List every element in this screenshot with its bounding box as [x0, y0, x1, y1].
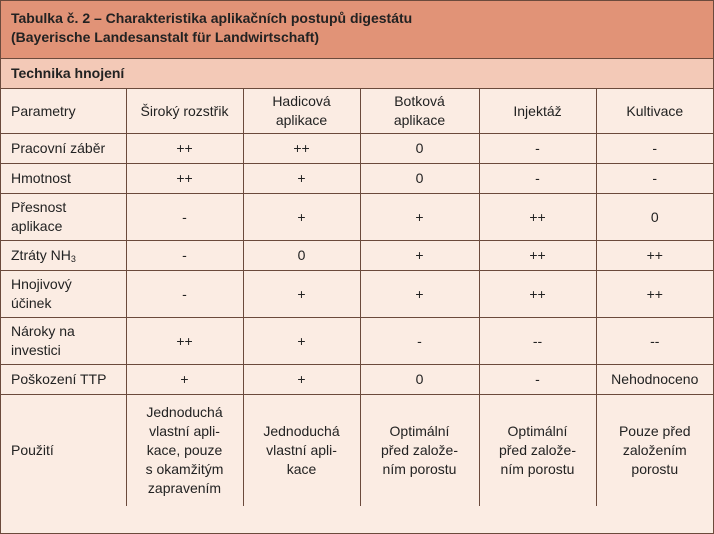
row-label: Přesnost aplikace: [1, 194, 126, 241]
table-cell: --: [479, 318, 596, 365]
table-row: [1, 365, 713, 395]
row-label: Ztráty $NH_3$: [1, 241, 126, 271]
table-cell: ++: [126, 318, 243, 365]
table-row: [1, 271, 713, 318]
table-cell: -: [479, 365, 596, 395]
digestate-application-table: [1, 59, 713, 506]
table-cell: +: [243, 164, 360, 194]
technique-header-row: [1, 59, 713, 89]
row-label: Hmotnost: [1, 164, 126, 194]
row-label: Použití: [1, 395, 126, 507]
table-cell: +: [126, 365, 243, 395]
table-cell: Pouze před založením porostu: [596, 395, 713, 507]
table-cell: -: [126, 241, 243, 271]
table-cell: 0: [243, 241, 360, 271]
table-cell: +: [243, 365, 360, 395]
table-cell: 0: [596, 194, 713, 241]
table-row: [1, 134, 713, 164]
table-title-line-1: Tabulka č. 2 – Charakteristika aplikačních postupů digestátu: [11, 10, 413, 26]
table-cell: Optimální před založe- ním porostu: [479, 395, 596, 507]
table-cell: ++: [479, 241, 596, 271]
row-label: Pracovní záběr: [1, 134, 126, 164]
table-cell: 0: [360, 164, 479, 194]
table-body: [1, 59, 713, 506]
table-row: [1, 241, 713, 271]
table-cell: +: [360, 241, 479, 271]
table-cell: -: [479, 134, 596, 164]
table-cell: Jednoduchá vlastní apli- kace, pouze s okamžitým zapravením: [126, 395, 243, 507]
table-title: [1, 1, 713, 59]
table-cell: Nehodnoceno: [596, 365, 713, 395]
table-cell: +: [360, 194, 479, 241]
table-cell: ++: [126, 164, 243, 194]
table-cell: -: [596, 164, 713, 194]
table-cell: Jednoduchá vlastní apli- kace: [243, 395, 360, 507]
table-cell: Optimální před založe- ním porostu: [360, 395, 479, 507]
table-cell: -: [479, 164, 596, 194]
table-cell: +: [243, 194, 360, 241]
table-cell: ++: [479, 194, 596, 241]
table-cell: ++: [596, 241, 713, 271]
table-cell: ++: [126, 134, 243, 164]
table-row: [1, 318, 713, 365]
row-label: Nároky na investici: [1, 318, 126, 365]
table-title-line-2: (Bayerische Landesanstalt für Landwirtschaft): [11, 29, 320, 45]
column-header-row: [1, 89, 713, 134]
table-cell: -: [360, 318, 479, 365]
column-header-wide-spread: Široký rozstřik: [126, 89, 243, 134]
technique-header: Technika hnojení: [1, 59, 713, 89]
table-cell: -: [126, 194, 243, 241]
table-cell: --: [596, 318, 713, 365]
table-cell: 0: [360, 134, 479, 164]
table-cell: 0: [360, 365, 479, 395]
table-cell: +: [360, 271, 479, 318]
column-header-cultivation: Kultivace: [596, 89, 713, 134]
table-cell: ++: [596, 271, 713, 318]
column-header-trailing-hose: Hadicová aplikace: [243, 89, 360, 134]
table-cell: ++: [243, 134, 360, 164]
table-row: [1, 395, 713, 507]
row-label: Hnojivový účinek: [1, 271, 126, 318]
table-row: [1, 164, 713, 194]
table-cell: ++: [479, 271, 596, 318]
table-cell: -: [126, 271, 243, 318]
column-header-trailing-shoe: Botková aplikace: [360, 89, 479, 134]
table-row: [1, 194, 713, 241]
column-header-parameters: Parametry: [1, 89, 126, 134]
table-cell: -: [596, 134, 713, 164]
table-cell: +: [243, 271, 360, 318]
row-label: Poškození TTP: [1, 365, 126, 395]
table-cell: +: [243, 318, 360, 365]
column-header-injection: Injektáž: [479, 89, 596, 134]
